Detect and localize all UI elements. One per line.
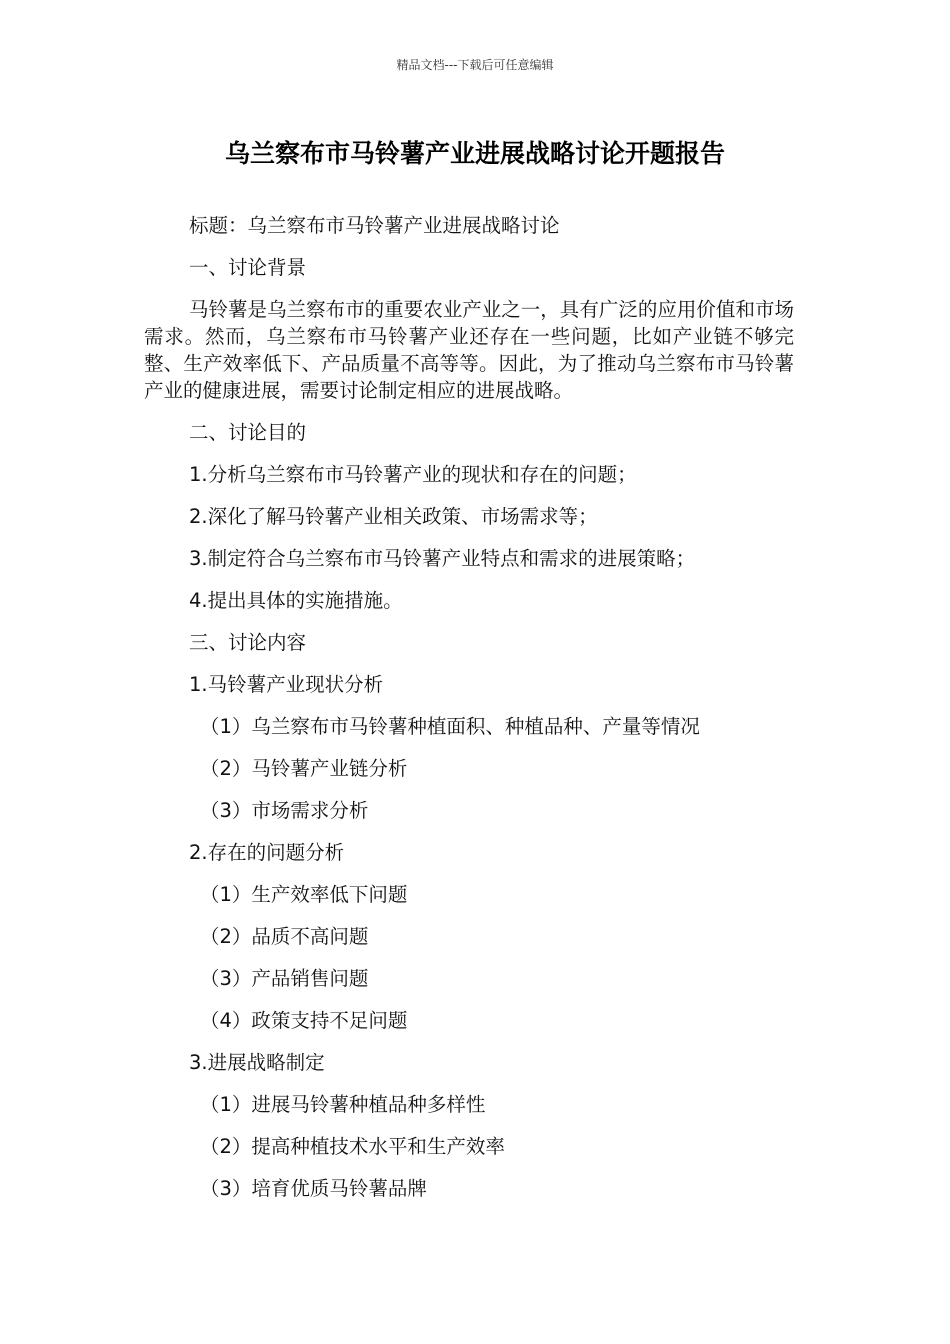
content-sub-item: （2）提高种植技术水平和生产效率	[200, 1135, 505, 1158]
content-sub-item: （2）马铃薯产业链分析	[200, 757, 408, 780]
background-paragraph: 马铃薯是乌兰察布市的重要农业产业之一，具有广泛的应用价值和市场需求。然而，乌兰察布市马铃薯产业还存在一些问题，比如产业链不够完整、生产效率低下、产品质量不高等等。因此，为了推动乌兰察布市马铃薯产业的健康进展，需要讨论制定相应的进展战略。	[144, 298, 794, 402]
content-sub-item: （3）产品销售问题	[200, 967, 369, 990]
content-sub-item: （1）生产效率低下问题	[200, 883, 408, 906]
content-sub-item: （1）进展马铃薯种植品种多样性	[200, 1093, 486, 1116]
purpose-item: 2.深化了解马铃薯产业相关政策、市场需求等；	[189, 505, 598, 528]
content-sub-item: （3）培育优质马铃薯品牌	[200, 1177, 427, 1200]
page-header: 精品文档---下载后可任意编辑	[396, 58, 554, 72]
subject-line: 标题：乌兰察布市马铃薯产业进展战略讨论	[189, 214, 560, 237]
section-heading-purpose: 二、讨论目的	[189, 421, 307, 444]
purpose-item: 1.分析乌兰察布市马铃薯产业的现状和存在的问题；	[189, 463, 637, 486]
content-sub-item: （3）市场需求分析	[200, 799, 369, 822]
content-sub-item: （2）品质不高问题	[200, 925, 369, 948]
document-body	[144, 212, 794, 1217]
content-sub-item: （4）政策支持不足问题	[200, 1009, 408, 1032]
content-sub-item: （1）乌兰察布市马铃薯种植面积、种植品种、产量等情况	[200, 715, 700, 738]
purpose-item: 4.提出具体的实施措施。	[189, 589, 403, 612]
section-heading-content: 三、讨论内容	[189, 631, 307, 654]
document-title: 乌兰察布市马铃薯产业进展战略讨论开题报告	[224, 139, 725, 168]
purpose-item: 3.制定符合乌兰察布市马铃薯产业特点和需求的进展策略；	[189, 547, 696, 570]
section-heading-background: 一、讨论背景	[189, 256, 307, 279]
content-group-title: 1.马铃薯产业现状分析	[189, 673, 384, 696]
content-group-title: 3.进展战略制定	[189, 1051, 325, 1074]
content-group-title: 2.存在的问题分析	[189, 841, 345, 864]
